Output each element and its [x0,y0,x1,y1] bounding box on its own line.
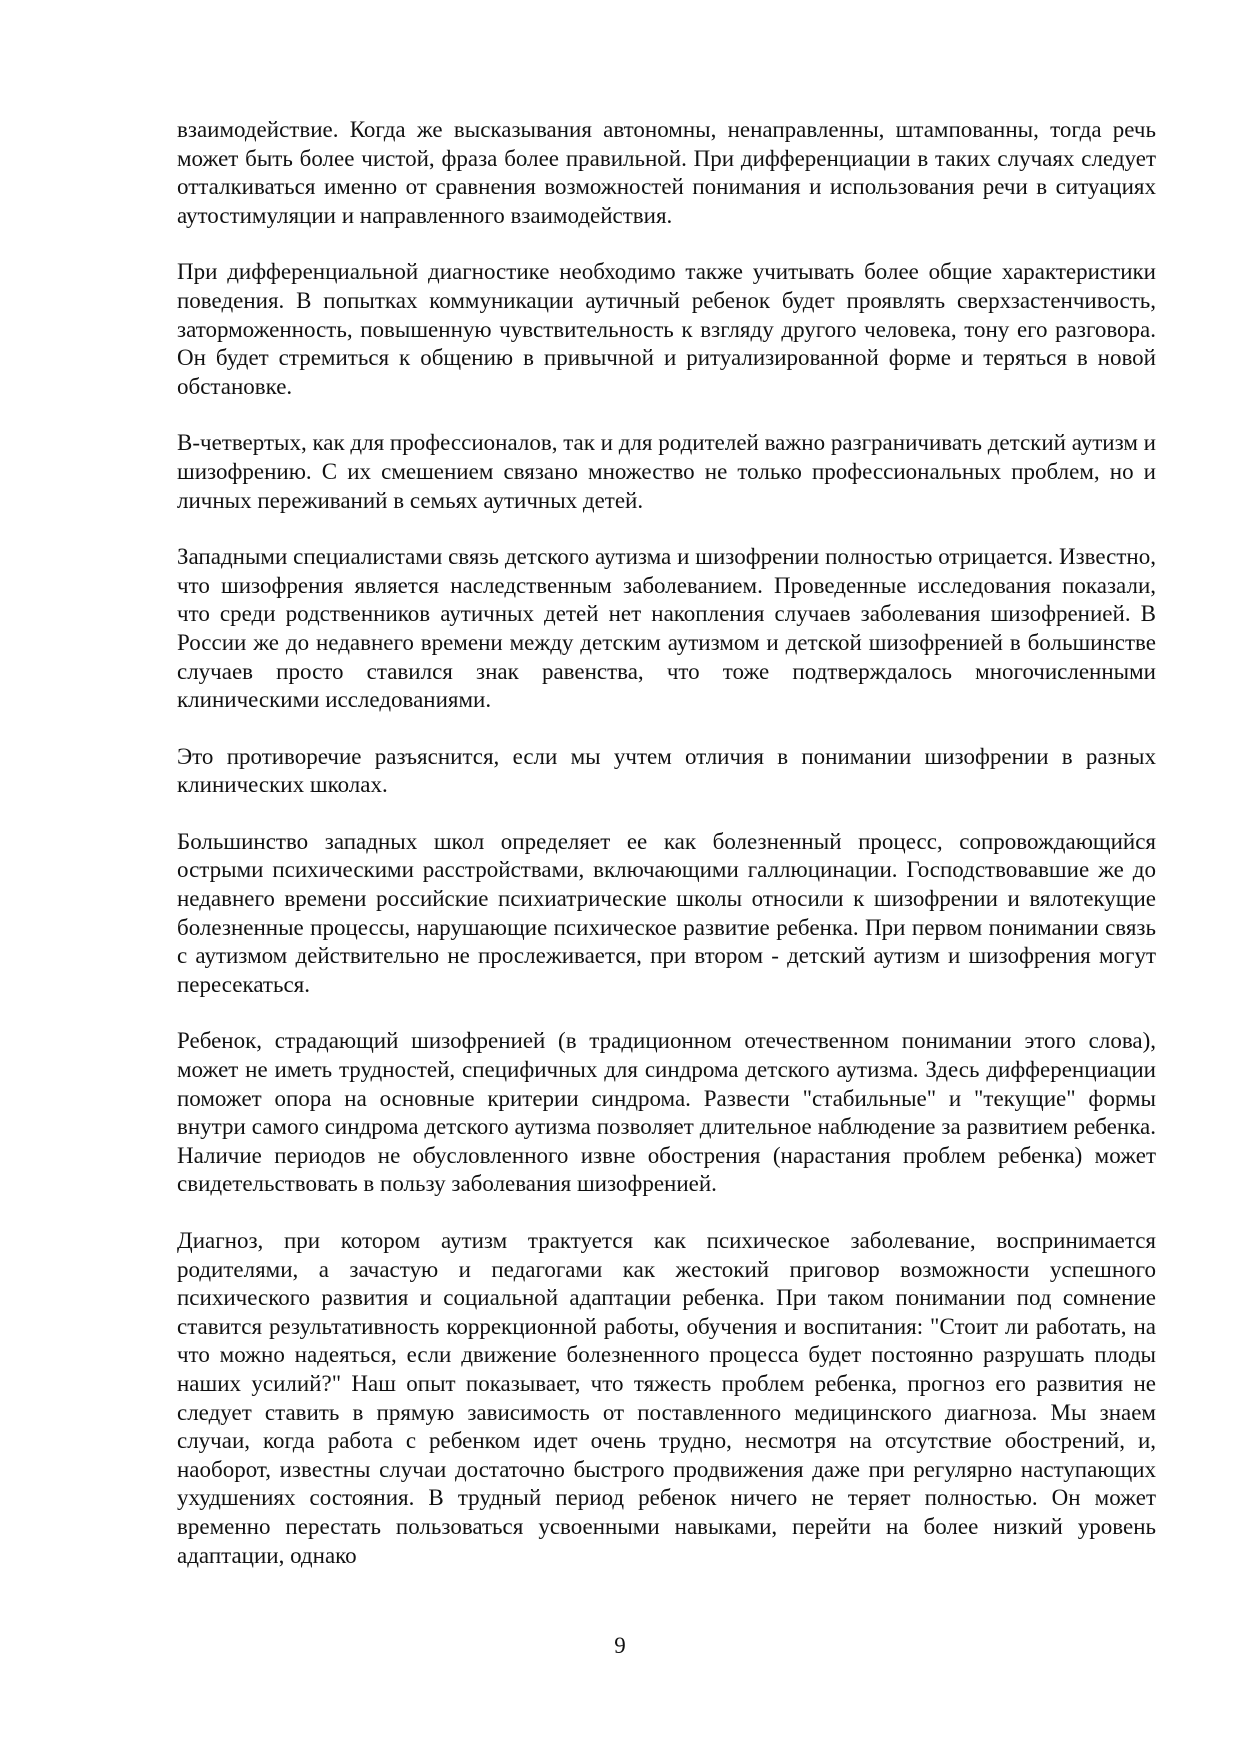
paragraph-5: Это противоречие разъяснится, если мы учтем отличия в понимании шизофрении в разных клинических школах. [177,743,1156,798]
paragraph-7: Ребенок, страдающий шизофренией (в традиционном отечественном понимании этого слова), может не иметь трудностей, специфичных для синдрома детского аутизма. Здесь дифференциации поможет опора на основные критерии синдрома. Развести "стабильные" и "текущие" формы внутри самого синдрома детского аутизма позволяет длительное наблюдение за развитием ребенка. Наличие периодов не обусловленного извне обострения (нарастания проблем ребенка) может свидетельствовать в пользу заболевания шизофренией. [177,1028,1156,1197]
paragraph-4: Западными специалистами связь детского аутизма и шизофрении полностью отрицается. Известно, что шизофрения является наследственным заболеванием. Проведенные исследования показали, что среди родственников аутичных детей нет накопления случаев заболевания шизофренией. В России же до недавнего времени между детским аутизмом и детской шизофренией в большинстве случаев просто ставился знак равенства, что тоже подтверждалось многочисленными клиническими исследованиями. [177,544,1156,713]
paragraph-1: взаимодействие. Когда же высказывания автономны, ненаправленны, штампованны, тогда речь может быть более чистой, фраза более правильной. При дифференциации в таких случаях следует отталкиваться именно от сравнения возможностей понимания и использования речи в ситуациях аутостимуляции и направленного взаимодействия. [177,117,1156,228]
body-text [177,116,1156,1570]
paragraph-2: При дифференциальной диагностике необходимо также учитывать более общие характеристики поведения. В попытках коммуникации аутичный ребенок будет проявлять сверхзастенчивость, заторможенность, повышенную чувствительность к взгляду другого человека, тону его разговора. Он будет стремиться к общению в привычной и ритуализированной форме и теряться в новой обстановке. [177,259,1156,399]
paragraph-3: В-четвертых, как для профессионалов, так и для родителей важно разграничивать детский аутизм и шизофрению. С их смешением связано множество не только профессиональных проблем, но и личных переживаний в семьях аутичных детей. [177,430,1156,513]
page-number: 9 [614,1633,626,1658]
paragraph-6: Большинство западных школ определяет ее как болезненный процесс, сопровождающийся острыми психическими расстройствами, включающими галлюцинации. Господствовавшие же до недавнего времени российские психиатрические школы относили к шизофрении и вялотекущие болезненные процессы, нарушающие психическое развитие ребенка. При первом понимании связь с аутизмом действительно не прослеживается, при втором - детский аутизм и шизофрения могут пересекаться. [177,828,1156,997]
paragraph-8: Диагноз, при котором аутизм трактуется как психическое заболевание, воспринимается родителями, а зачастую и педагогами как жестокий приговор возможности успешного психического развития и социальной адаптации ребенка. При таком понимании под сомнение ставится результативность коррекционной работы, обучения и воспитания: "Стоит ли работать, на что можно надеяться, если движение болезненного процесса будет постоянно разрушать плоды наших усилий?" Наш опыт показывает, что тяжесть проблем ребенка, прогноз его развития не следует ставить в прямую зависимость от поставленного медицинского диагноза. Мы знаем случаи, когда работа с ребенком идет очень трудно, несмотря на отсутствие обострений, и, наоборот, известны случаи достаточно быстрого продвижения даже при регулярно наступающих ухудшениях состояния. В трудный период ребенок ничего не теряет полностью. Он может временно перестать пользоваться усвоенными навыками, перейти на более низкий уровень адаптации, однако [177,1228,1156,1568]
